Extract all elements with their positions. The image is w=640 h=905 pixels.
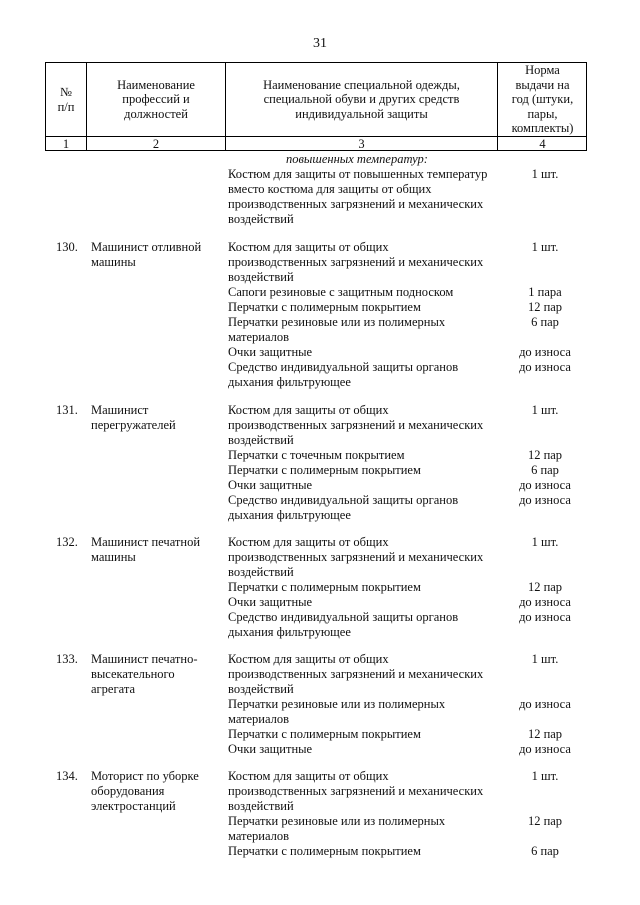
item-norm: 6 пар: [531, 315, 559, 329]
item-norm: до износа: [519, 697, 571, 711]
page-number: 31: [313, 36, 327, 51]
profession-line: перегружателей: [91, 418, 176, 432]
header-text-line: Норма: [525, 63, 560, 78]
profession-line: машины: [91, 255, 136, 269]
profession-line: машины: [91, 550, 136, 564]
item-norm: 6 пар: [531, 844, 559, 858]
header-text-line: Наименование специальной одежды,: [263, 77, 460, 92]
item-text-line: Средство индивидуальной защиты органов: [228, 360, 459, 374]
header-text-line: специальной обуви и других средств: [263, 92, 460, 107]
profession-line: Машинист печатно-: [91, 652, 198, 666]
item-text-line: воздействий: [228, 433, 294, 447]
header-text-line: профессий и: [122, 92, 190, 107]
item-text-line: Перчатки с точечным покрытием: [228, 448, 405, 462]
item-norm: 12 пар: [527, 814, 563, 828]
item-text-line: Костюм для защиты от общих: [228, 769, 389, 783]
row-number: 131.: [56, 403, 78, 417]
profession-line: высекательного: [91, 667, 175, 681]
header-text-line: п/п: [57, 99, 75, 114]
header-col-number: [46, 63, 86, 136]
header-text-line: №: [60, 85, 72, 99]
item-norm: до износа: [519, 478, 571, 492]
item-text-line: дыхания фильтрующее: [228, 375, 351, 389]
item-text-line: Костюм для защиты от повышенных температур: [228, 167, 488, 181]
item-text-line: Очки защитные: [228, 742, 313, 756]
item-text-line: Перчатки с полимерным покрытием: [228, 300, 421, 314]
item-text-line: Костюм для защиты от общих: [228, 652, 389, 666]
item-norm: до износа: [519, 610, 571, 624]
header-text-line: индивидуальной защиты: [295, 106, 428, 121]
item-text-line: воздействий: [228, 799, 294, 813]
row-number: 130.: [56, 240, 78, 254]
item-text-line: дыхания фильтрующее: [228, 508, 351, 522]
column-number: 4: [539, 136, 546, 151]
item-norm: до износа: [519, 493, 571, 507]
header-col-equipment: [226, 63, 497, 136]
item-text-line: Перчатки резиновые или из полимерных: [228, 697, 446, 711]
item-text-line: воздействий: [228, 270, 294, 284]
item-text-line: Средство индивидуальной защиты органов: [228, 610, 459, 624]
item-norm: 12 пар: [527, 448, 563, 462]
profession-line: агрегата: [91, 682, 135, 696]
item-norm: 1 шт.: [531, 240, 559, 254]
item-norm: 1 шт.: [531, 403, 559, 417]
item-text-line: Костюм для защиты от общих: [228, 240, 389, 254]
item-text-line: Перчатки с полимерным покрытием: [228, 580, 421, 594]
column-number: 2: [152, 136, 160, 151]
item-text-line: Средство индивидуальной защиты органов: [228, 493, 459, 507]
item-norm: 12 пар: [527, 300, 563, 314]
item-norm: 6 пар: [531, 463, 559, 477]
item-text-line: Костюм для защиты от общих: [228, 403, 389, 417]
item-text-line: Перчатки с полимерным покрытием: [228, 463, 421, 477]
table-header: [45, 62, 587, 151]
row-number: 132.: [56, 535, 78, 549]
item-norm: 1 шт.: [531, 769, 559, 783]
header-text-line: Наименование: [117, 77, 195, 92]
item-text-line: Перчатки резиновые или из полимерных: [228, 814, 446, 828]
profession-line: Машинист: [91, 403, 149, 417]
item-norm: 1 шт.: [531, 535, 559, 549]
profession-line: Моторист по уборке: [91, 769, 199, 783]
item-text-line: вместо костюма для защиты от общих: [228, 182, 432, 196]
item-text-line: производственных загрязнений и механических: [228, 667, 484, 681]
item-text-line: материалов: [228, 330, 290, 344]
item-text-line: Перчатки резиновые или из полимерных: [228, 315, 446, 329]
item-text-line: воздействий: [228, 682, 294, 696]
row-number: 134.: [56, 769, 78, 783]
column-number: 3: [358, 136, 365, 151]
header-col-profession: [87, 63, 225, 136]
profession-line: оборудования: [91, 784, 165, 798]
item-text-line: воздействий: [228, 565, 294, 579]
item-text-line: производственных загрязнений и механических: [228, 418, 484, 432]
item-text-line: Перчатки с полимерным покрытием: [228, 844, 421, 858]
header-text-line: год (штуки,: [511, 92, 574, 107]
item-text-line: Очки защитные: [228, 595, 313, 609]
row-number: 133.: [56, 652, 78, 666]
header-text-line: пары,: [527, 106, 558, 121]
header-text-line: должностей: [124, 106, 188, 121]
continuation-heading: повышенных температур:: [286, 152, 428, 166]
item-text-line: Сапоги резиновые с защитным подноском: [228, 285, 454, 299]
column-number: 1: [62, 136, 70, 151]
profession-line: Машинист печатной: [91, 535, 201, 549]
item-text-line: материалов: [228, 712, 290, 726]
item-norm: 1 шт.: [531, 652, 559, 666]
item-text-line: Перчатки с полимерным покрытием: [228, 727, 421, 741]
item-text-line: воздействий: [228, 212, 294, 226]
item-text-line: производственных загрязнений и механических: [228, 550, 484, 564]
item-text-line: материалов: [228, 829, 290, 843]
item-norm: до износа: [519, 742, 571, 756]
header-col-norm: [498, 63, 587, 136]
item-text-line: дыхания фильтрующее: [228, 625, 351, 639]
item-norm: до износа: [519, 595, 571, 609]
item-norm: 1 шт.: [531, 167, 559, 181]
item-text-line: производственных загрязнений и механических: [228, 197, 484, 211]
header-text-line: выдачи на: [515, 77, 570, 92]
item-norm: 12 пар: [527, 727, 563, 741]
item-norm: до износа: [519, 360, 571, 374]
item-norm: до износа: [519, 345, 571, 359]
item-text-line: Костюм для защиты от общих: [228, 535, 389, 549]
item-text-line: производственных загрязнений и механических: [228, 784, 484, 798]
item-norm: 12 пар: [527, 580, 563, 594]
item-text-line: производственных загрязнений и механических: [228, 255, 484, 269]
profession-line: Машинист отливной: [91, 240, 202, 254]
item-norm: 1 пара: [528, 285, 562, 299]
profession-line: электростанций: [91, 799, 176, 813]
item-text-line: Очки защитные: [228, 345, 313, 359]
item-text-line: Очки защитные: [228, 478, 313, 492]
header-text-line: комплекты): [511, 121, 574, 136]
